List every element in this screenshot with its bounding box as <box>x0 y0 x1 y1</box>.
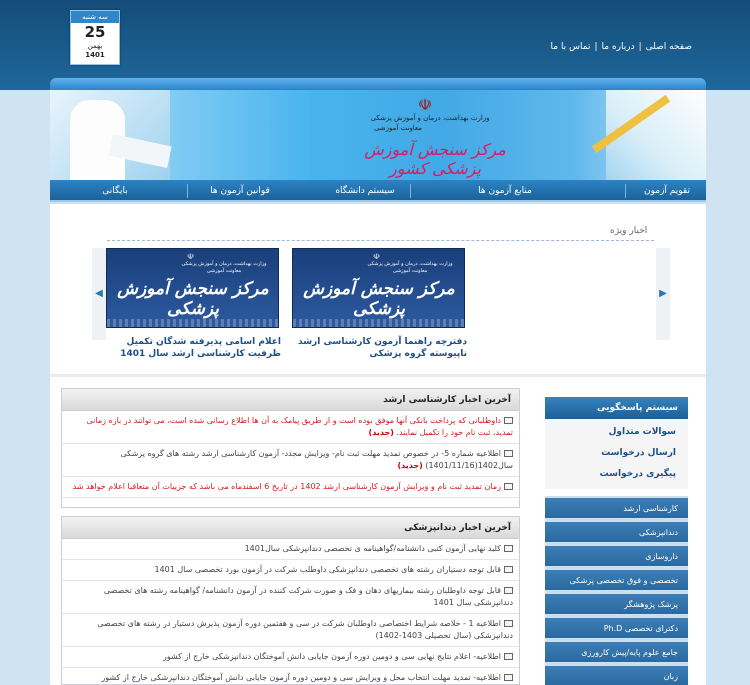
news-card-image[interactable]: ☫ وزارت بهداشت، درمان و آموزش پزشکی معاونت آموزشی مرکز سنجش آموزش پزشکی <box>106 248 279 328</box>
news-item[interactable]: قابل توجه دستیاران رشته های تخصصی دندانپزشکی داوطلب شرکت در آزمون بورد تخصصی سال 1401 <box>62 560 519 581</box>
nav-exam-resources[interactable]: منابع آزمون ها <box>478 186 532 196</box>
new-badge: (جدید) <box>397 461 423 470</box>
news-item[interactable]: داوطلبانی که پرداخت بانکی آنها موفق بوده است و از طریق پیامک به آن ها اطلاع رسانی شده است، می توانند در بازه زمانی تمدید، ثبت نام خود را تکمیل نمایند. (جدید) <box>62 411 519 444</box>
faq-link[interactable]: سوالات متداول <box>608 427 676 437</box>
news-card-image[interactable]: ☫ وزارت بهداشت، درمان و آموزش پزشکی معاونت آموزشی مرکز سنجش آموزش پزشکی <box>292 248 465 328</box>
site-banner <box>50 90 706 180</box>
newspaper-icon <box>504 653 513 660</box>
banner-cap <box>50 78 706 90</box>
newspaper-icon <box>504 450 513 457</box>
dental-news-title: آخرین اخبار دندانپزشکی <box>62 517 519 539</box>
sidebar-menu <box>545 496 688 685</box>
special-news-title: اخبار ویژه <box>610 226 648 236</box>
response-system-title: سیستم پاسخگویی <box>545 397 688 419</box>
newspaper-icon <box>504 483 513 490</box>
newspaper-icon <box>504 674 513 681</box>
news-item[interactable]: کلید نهایی آزمون کتبی دانشنامه/گواهینامه ی تخصصی دندانپزشکی سال1401 <box>62 539 519 560</box>
sidebar-item-language[interactable]: زبان <box>545 666 688 685</box>
send-request-link[interactable]: ارسال درخواست <box>601 448 676 458</box>
news-item[interactable]: اطلاعیه شماره 5- در خصوص تمدید مهلت ثبت نام- ویرایش مجدد- آزمون کارشناسی ارشد رشته های گروه پزشکی سال1402(1401/11/16) (جدید) <box>62 444 519 477</box>
news-item[interactable]: اطلاعیه 1 - خلاصه شرایط اختصاصی داوطلبان شرکت در سی و هفتمین دوره آزمون پذیرش دستیار در رشته های تخصصی دندانپزشکی (سال تحصیلی 1403-1402) <box>62 614 519 647</box>
calendar-weekday: سه شنبه <box>71 11 119 23</box>
dental-news-box <box>61 516 520 685</box>
banner-deputy: معاونت آموزشی <box>373 124 423 132</box>
masters-news-box <box>61 388 520 508</box>
news-item[interactable]: اطلاعیه- تمدید مهلت انتخاب محل و ویرایش سی و دومین دوره آزمون جایابی دانش آموختگان دندانپزشکی خارج از کشور <box>62 668 519 685</box>
pencil-illustration <box>606 90 706 180</box>
main-nav <box>50 180 706 202</box>
date-calendar <box>70 10 120 65</box>
news-card-caption[interactable]: دفترچه راهنما آزمون کارشناسی ارشد ناپیوسته گروه پزشکی <box>298 337 467 359</box>
news-slider <box>92 248 670 340</box>
sidebar-item-masters[interactable]: کارشناسی ارشد <box>545 498 688 519</box>
new-badge: (جدید) <box>368 428 394 437</box>
banner-title: مرکز سنجش آموزش پزشکی کشور <box>364 140 506 178</box>
newspaper-icon <box>504 587 513 594</box>
calendar-day: 25 <box>84 23 106 41</box>
contact-link[interactable]: تماس با ما <box>550 42 591 52</box>
news-item[interactable]: زمان تمدید ثبت نام و ویرایش آزمون کارشناسی ارشد 1402 در تاریخ 6 اسفندماه می باشد که جزییات آن متعاقبا اعلام خواهد شد <box>62 477 519 498</box>
news-item[interactable]: قابل توجه داوطلبان رشته بیماریهای دهان و فک و صورت شرکت کننده در آزمون دانشنامه/ گواهینامه رشته های تخصصی دندانپزشکی سال 1401 <box>62 581 519 614</box>
home-link[interactable]: صفحه اصلی <box>645 42 692 52</box>
sidebar-item-phd[interactable]: دکترای تخصصی Ph.D <box>545 618 688 639</box>
track-request-link[interactable]: پیگیری درخواست <box>599 469 676 479</box>
sidebar-item-pharmacy[interactable]: داروسازی <box>545 546 688 567</box>
news-item[interactable]: اطلاعیه- اعلام نتایج نهایی سی و دومین دوره آزمون جایابی دانش آموختگان دندانپزشکی خارج از کشور <box>62 647 519 668</box>
nav-archive[interactable]: بایگانی <box>102 186 128 196</box>
newspaper-icon <box>504 545 513 552</box>
sidebar-item-specialty[interactable]: تخصصی و فوق تخصصی پزشکی <box>545 570 688 591</box>
about-link[interactable]: درباره ما <box>601 42 635 52</box>
emblem-icon: ☫ <box>417 95 433 114</box>
newspaper-icon <box>504 620 513 627</box>
calendar-year: 1401 <box>85 51 105 59</box>
news-card-caption[interactable]: اعلام اسامی پذیرفته شدگان تکمیل ظرفیت کارشناسی ارشد سال 1401 <box>120 337 281 359</box>
slider-prev-icon[interactable]: ◀ <box>92 248 106 340</box>
top-links: صفحه اصلی|درباره ما|تماس با ما <box>550 42 692 52</box>
nav-exam-rules[interactable]: قوانین آزمون ها <box>210 186 270 196</box>
sidebar-item-researcher[interactable]: پزشک پژوهشگر <box>545 594 688 615</box>
nav-exam-calendar[interactable]: تقویم آزمون <box>644 186 690 196</box>
slider-next-icon[interactable]: ▶ <box>656 248 670 340</box>
newspaper-icon <box>504 417 513 424</box>
sidebar-item-basic-sciences[interactable]: جامع علوم پایه/پیش کارورزی <box>545 642 688 663</box>
newspaper-icon <box>504 566 513 573</box>
sidebar-item-dentistry[interactable]: دندانپزشکی <box>545 522 688 543</box>
nav-university-system[interactable]: سیستم دانشگاه <box>335 186 395 196</box>
response-system-box <box>545 419 688 489</box>
banner-ministry: وزارت بهداشت، درمان و آموزش پزشکی <box>370 114 490 122</box>
masters-news-title: آخرین اخبار کارشناسی ارشد <box>62 389 519 411</box>
doctor-illustration <box>50 90 170 180</box>
calendar-month: بهمن <box>87 42 103 50</box>
